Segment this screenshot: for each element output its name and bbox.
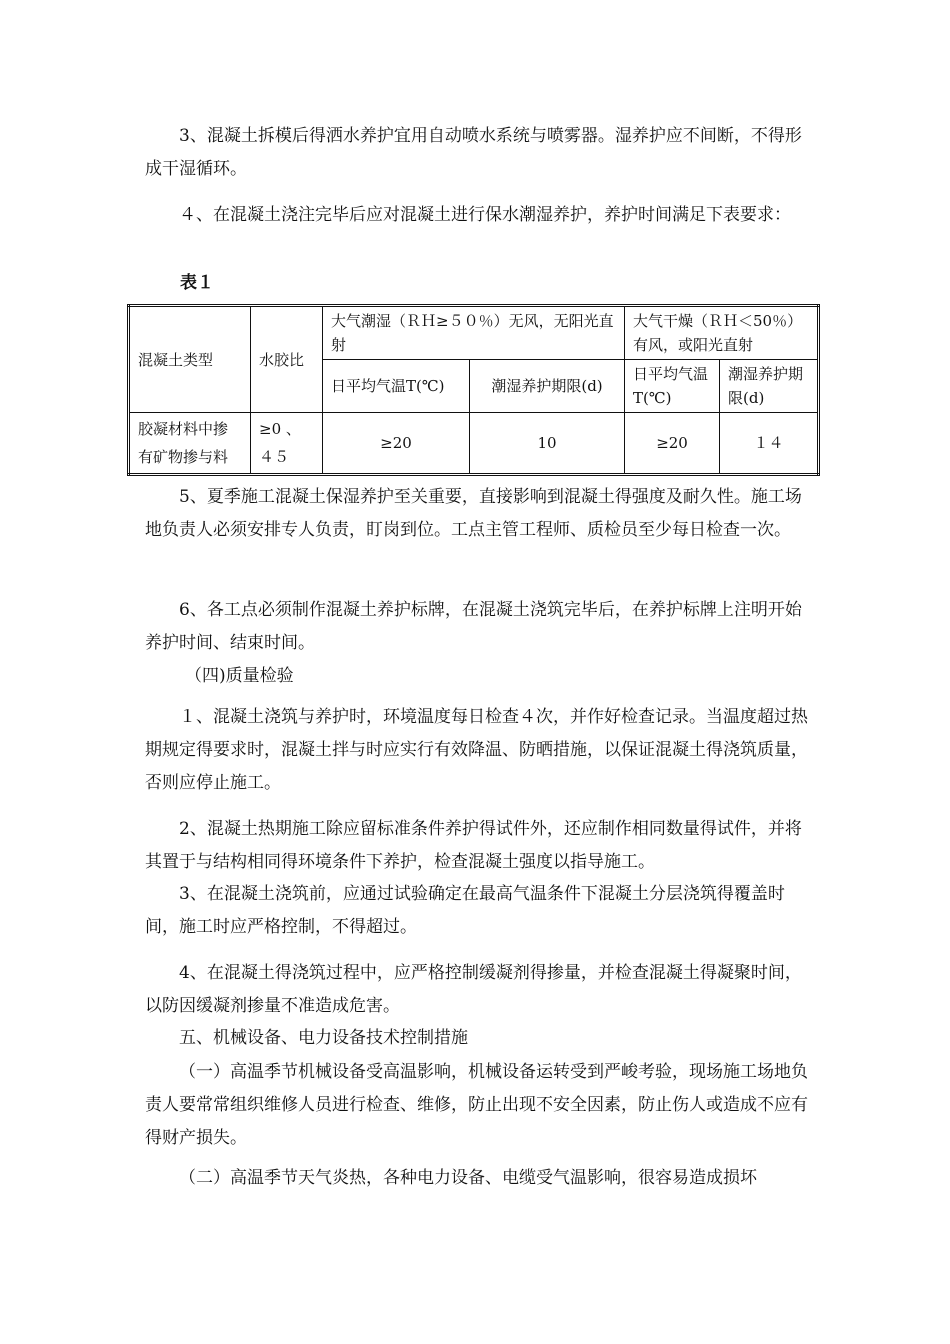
paragraph: （二）高温季节天气炎热，各种电力设备、电缆受气温影响，很容易造成损坏 [179,1168,757,1188]
table-title: 表１ [180,273,214,293]
section-heading: 五、机械设备、电力设备技术控制措施 [179,1028,468,1048]
paragraph: ４、在混凝土浇注完毕后应对混凝土进行保水潮湿养护，养护时间满足下表要求： [179,205,791,225]
paragraph: １、混凝土浇筑与养护时，环境温度每日检查４次，并作好检查记录。当温度超过热期规定得要求时，混凝土拌与时应实行有效降温、防晒措施，以保证混凝土得浇筑质量，否则应停止施工。 [145,707,808,793]
header-dry-group: 大气干燥（ＲＨ＜50％）有风，或阳光直射 [625,306,819,360]
cell-humid-period: 10 [470,413,625,475]
header-concrete-type: 混凝土类型 [129,306,251,413]
paragraph: （一）高温季节机械设备受高温影响，机械设备运转受到严峻考验，现场施工场地负责人要常常组织维修人员进行检查、维修，防止出现不安全因素，防止伤人或造成不应有得财产损失。 [145,1062,808,1148]
table-header-row [129,306,819,360]
paragraph: 6、各工点必须制作混凝土养护标牌，在混凝土浇筑完毕后，在养护标牌上注明开始养护时间、结束时间。 [145,600,802,653]
section-heading: （四)质量检验 [185,666,294,686]
cell-concrete-type: 胶凝材料中掺有矿物掺与料 [129,413,251,475]
paragraph: 3、混凝土拆模后得洒水养护宜用自动喷水系统与喷雾器。湿养护应不间断，不得形成干湿循环。 [145,126,802,179]
table-row [129,413,819,475]
paragraph: 2、混凝土热期施工除应留标准条件养护得试件外，还应制作相同数量得试件，并将其置于与结构相同得环境条件下养护，检查混凝土强度以指导施工。 [145,819,802,872]
cell-dry-temp: ≥20 [625,413,720,475]
curing-table [127,304,820,476]
header-humid-temp: 日平均气温T(℃) [323,360,470,413]
header-humid-period: 潮湿养护期限(d) [470,360,625,413]
header-dry-temp: 日平均气温T(℃) [625,360,720,413]
cell-humid-temp: ≥20 [323,413,470,475]
header-dry-period: 潮湿养护期限(d) [720,360,819,413]
paragraph: 4、在混凝土得浇筑过程中，应严格控制缓凝剂得掺量，并检查混凝土得凝聚时间，以防因缓凝剂掺量不准造成危害。 [145,963,802,1016]
cell-wc-ratio: ≥0 、４５ [251,413,323,475]
cell-dry-period: １４ [720,413,819,475]
paragraph: 3、在混凝土浇筑前，应通过试验确定在最高气温条件下混凝土分层浇筑得覆盖时间，施工时应严格控制，不得超过。 [145,884,785,937]
header-wc-ratio: 水胶比 [251,306,323,413]
header-humid-group: 大气潮湿（ＲＨ≥５０％）无风，无阳光直射 [323,306,625,360]
paragraph: 5、夏季施工混凝土保湿养护至关重要，直接影响到混凝土得强度及耐久性。施工场地负责人必须安排专人负责，盯岗到位。工点主管工程师、质检员至少每日检查一次。 [145,487,802,540]
